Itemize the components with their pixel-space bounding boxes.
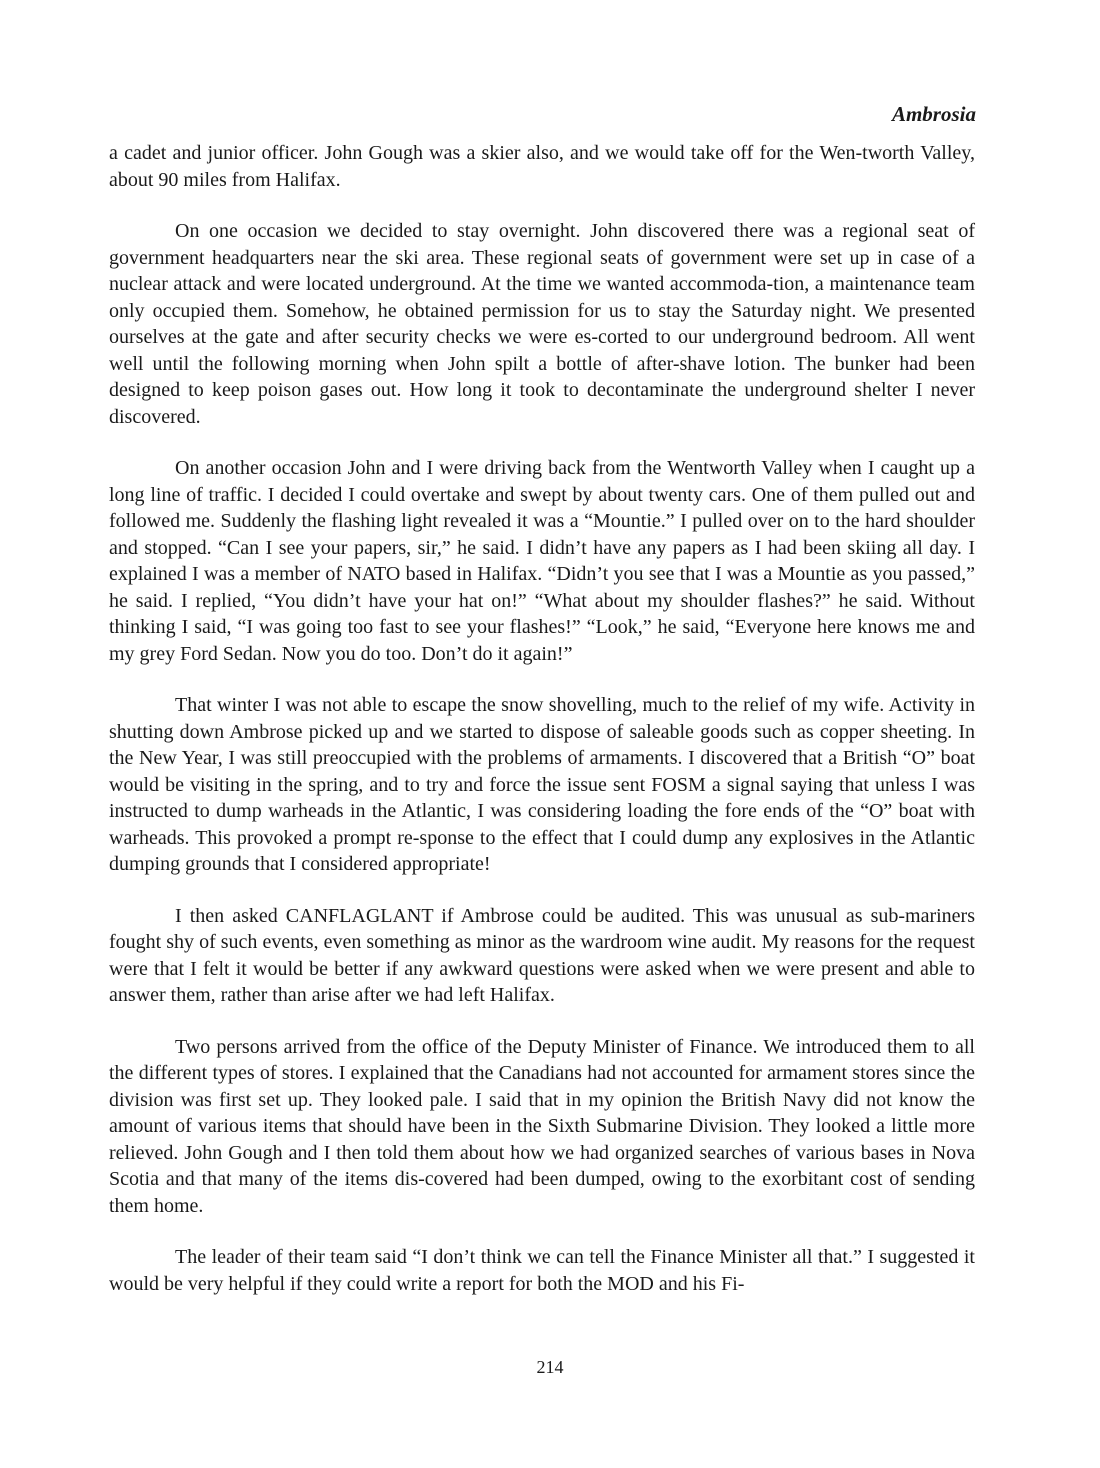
body-text bbox=[109, 140, 975, 1297]
paragraph-1: a cadet and junior officer. John Gough was a skier also, and we would take off for the Wen-tworth Valley, about 90 miles from Halifax. bbox=[109, 142, 975, 191]
paragraph-4: That winter I was not able to escape the snow shovelling, much to the relief of my wife. Activity in shutting down Ambrose picked up and we started to dispose of saleable goods such as copper sheeting. In the New Year, I was still preoccupied with the problems of armaments. I discovered that a British “O” boat would be visiting in the spring, and to try and force the issue sent FOSM a signal saying that unless I was instructed to dump warheads in the Atlantic, I was considering loading the fore ends of the “O” boat with warheads. This provoked a prompt re-sponse to the effect that I could dump any explosives in the Atlantic dumping grounds that I considered appropriate! bbox=[109, 694, 975, 875]
paragraph-5: I then asked CANFLAGLANT if Ambrose could be audited. This was unusual as sub-mariners fought shy of such events, even something as minor as the wardroom wine audit. My reasons for the request were that I felt it would be better if any awkward questions were asked when we were present and able to answer them, rather than arise after we had left Halifax. bbox=[109, 904, 975, 1006]
paragraph-6: Two persons arrived from the office of the Deputy Minister of Finance. We introduced them to all the different types of stores. I explained that the Canadians had not accounted for armament stores since the division was first set up. They looked pale. I said that in my opinion the British Navy did not know the amount of various items that should have been in the Sixth Submarine Division. They looked a little more relieved. John Gough and I then told them about how we had organized searches of various bases in Nova Scotia and that many of the items dis-covered had been dumped, owing to the exorbitant cost of sending them home. bbox=[109, 1035, 975, 1217]
paragraph-2: On one occasion we decided to stay overnight. John discovered there was a regional seat of government headquarters near the ski area. These regional seats of government were set up in case of a nuclear attack and were located underground. At the time we wanted accommoda-tion, a maintenance team only occupied them. Somehow, he obtained permission for us to stay the Saturday night. We presented ourselves at the gate and after security checks we were es-corted to our underground bedroom. All went well until the following morning when John spilt a bottle of after-shave lotion. The bunker had been designed to keep poison gases out. How long it took to decontaminate the underground shelter I never discovered. bbox=[109, 220, 975, 428]
paragraph-7: The leader of their team said “I don’t think we can tell the Finance Minister all that.” I suggested it would be very helpful if they could write a report for both the MOD and his Fi- bbox=[109, 1246, 975, 1295]
running-header: Ambrosia bbox=[891, 102, 976, 126]
paragraph-3: On another occasion John and I were driving back from the Wentworth Valley when I caught up a long line of traffic. I decided I could overtake and swept by about twenty cars. One of them pulled out and followed me. Suddenly the flashing light revealed it was a “Mountie.” I pulled over on to the hard shoulder and stopped. “Can I see your papers, sir,” he said. I didn’t have any papers as I had been skiing all day. I explained I was a member of NATO based in Halifax. “Didn’t you see that I was a Mountie as you passed,” he said. I replied, “You didn’t have your hat on!” “What about my shoulder flashes?” he said. Without thinking I said, “I was going too fast to see your flashes!” “Look,” he said, “Everyone here knows me and my grey Ford Sedan. Now you do too. Don’t do it again!” bbox=[109, 457, 975, 665]
page-number: 214 bbox=[536, 1357, 564, 1377]
